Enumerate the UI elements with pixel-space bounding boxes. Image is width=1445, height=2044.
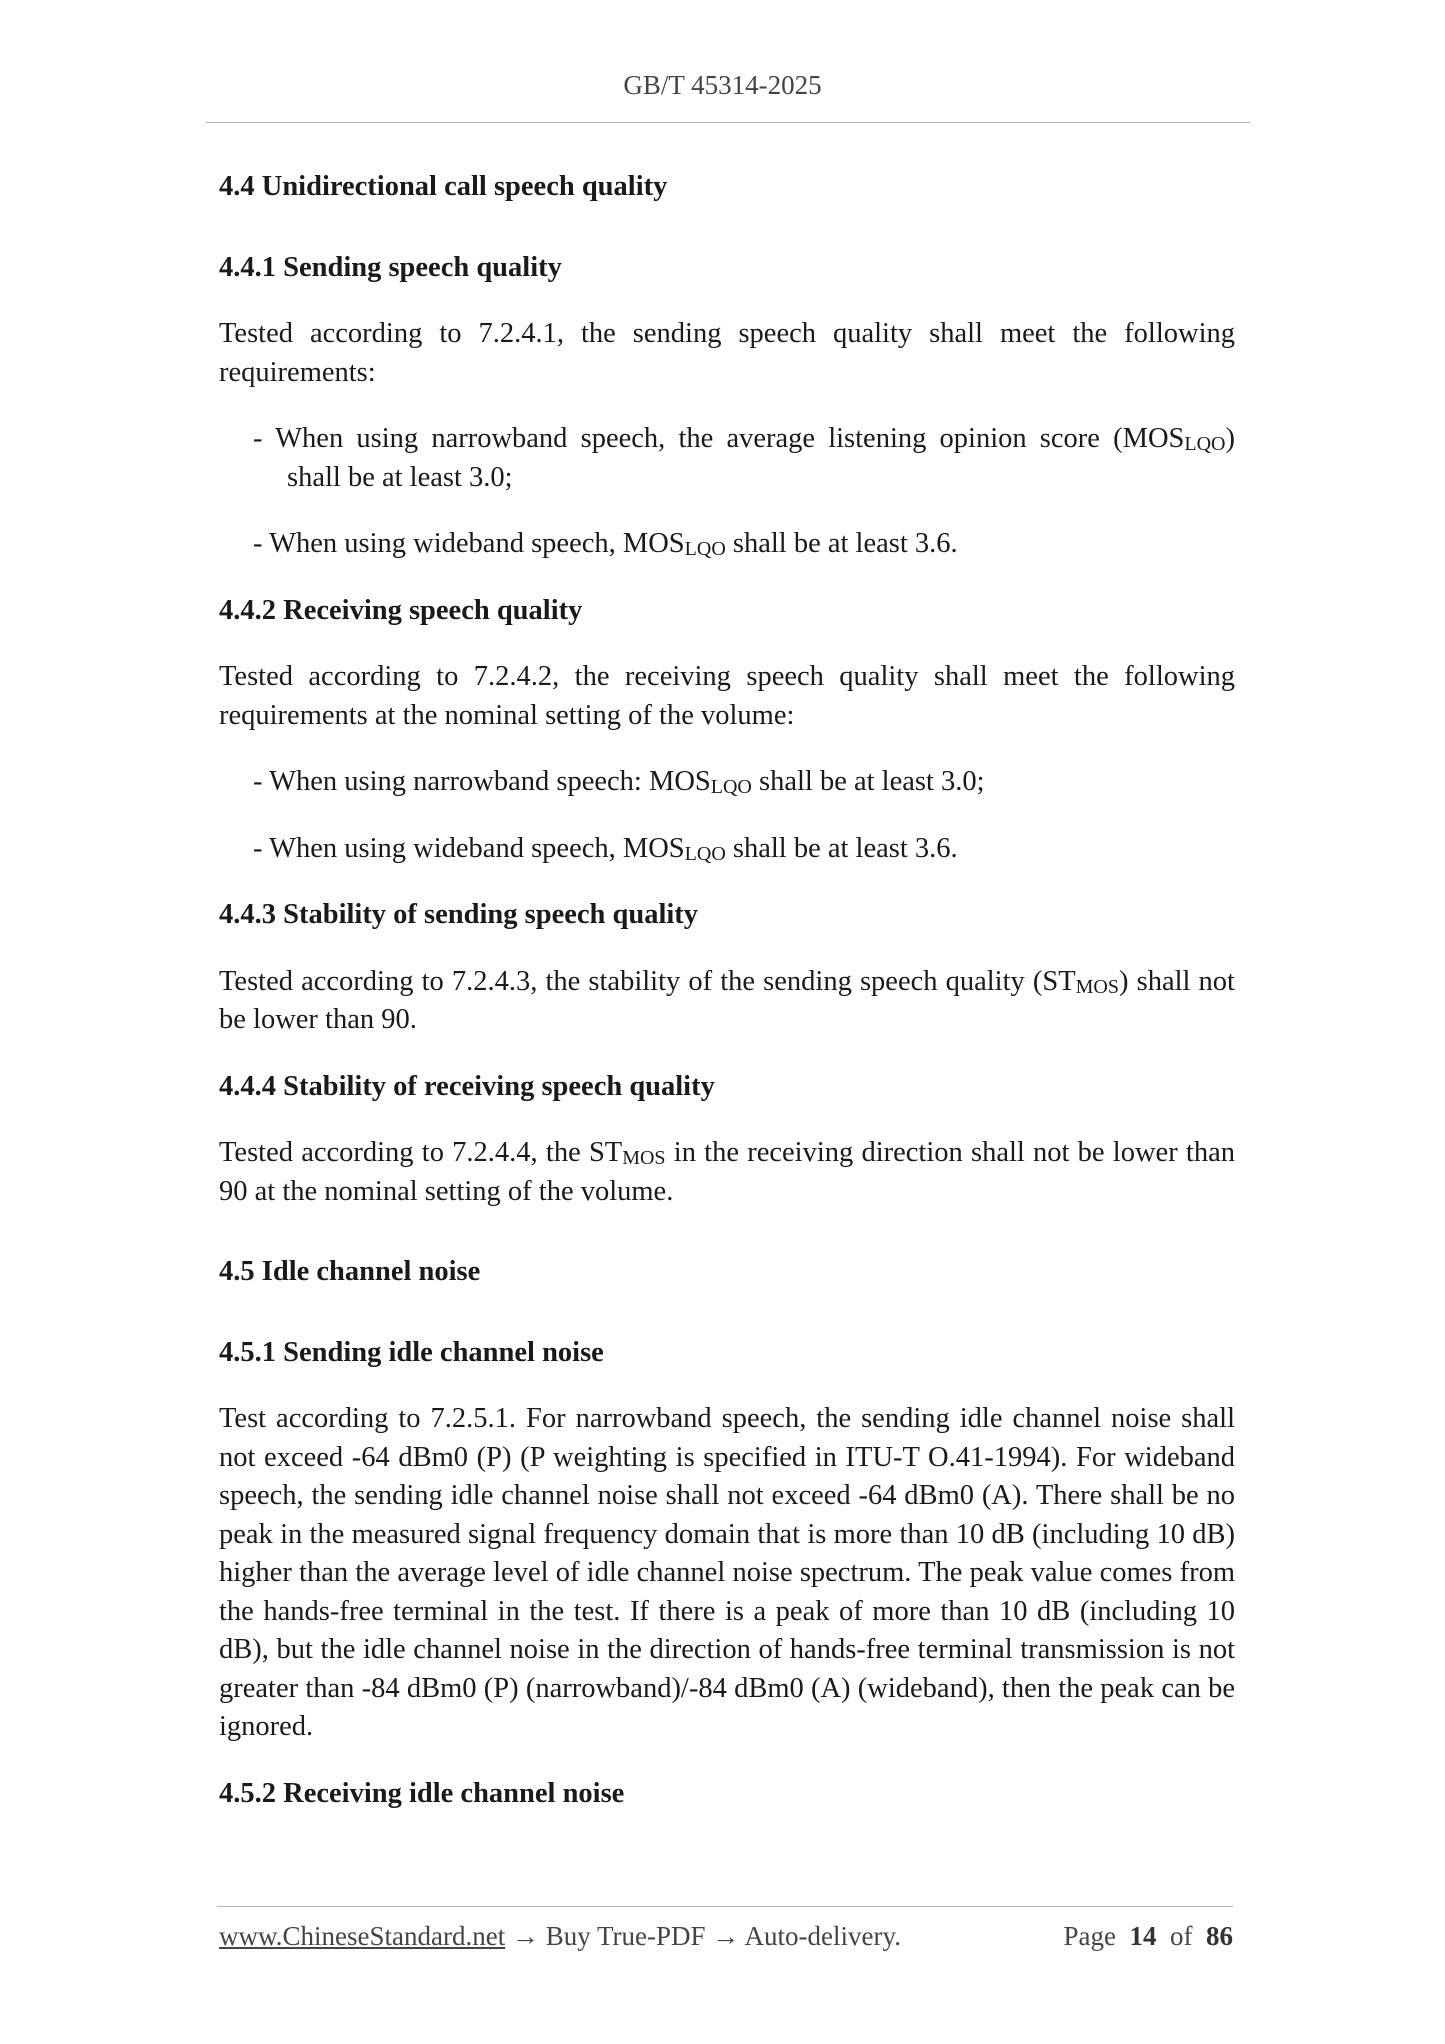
document-header xyxy=(0,70,1445,101)
section-4-4-3-heading: 4.4.3 Stability of sending speech quality xyxy=(219,899,699,930)
auto-delivery-text: Auto-delivery. xyxy=(744,1921,901,1951)
section-4-4-1-intro: Tested according to 7.2.4.1, the sending speech quality shall meet the following requirements: xyxy=(219,318,1235,388)
arrow-right-icon: → xyxy=(705,1921,745,1951)
footer-divider xyxy=(217,1906,1233,1907)
arrow-right-icon: → xyxy=(505,1921,546,1951)
page-of-label: of xyxy=(1170,1921,1193,1951)
document-id: GB/T 45314-2025 xyxy=(623,70,822,100)
section-4-5-1-heading: 4.5.1 Sending idle channel noise xyxy=(219,1336,604,1368)
header-divider xyxy=(206,122,1250,123)
section-4-4-1-heading: 4.4.1 Sending speech quality xyxy=(219,251,562,283)
section-4-4-2-heading: 4.4.2 Receiving speech quality xyxy=(219,594,583,626)
section-4-5-heading: 4.5 Idle channel noise xyxy=(219,1256,481,1287)
section-4-4-2-item-narrowband: - When using narrowband speech: $MOS_{LQO}$ shall be at least 3.0; xyxy=(253,766,985,798)
page-current: 14 xyxy=(1129,1921,1157,1951)
section-4-4-1-item-wideband: - When using wideband speech, $MOS_{LQO}$ shall be at least 3.6. xyxy=(253,528,958,560)
document-body xyxy=(219,168,1235,1813)
buy-true-pdf-text: Buy True-PDF xyxy=(545,1921,706,1951)
section-4-5-2-heading: 4.5.2 Receiving idle channel noise xyxy=(219,1777,625,1809)
page-total: 86 xyxy=(1206,1921,1233,1951)
section-4-4-3-body: Tested according to 7.2.4.3, the stability of the sending speech quality $(ST_{MOS})$ shall not be lower than 90. xyxy=(219,965,1235,1035)
section-4-4-2-intro: Tested according to 7.2.4.2, the receiving speech quality shall meet the following requirements at the nominal setting of the volume: xyxy=(219,661,1235,731)
section-4-4-1-item-narrowband: - When using narrowband speech, the average listening opinion score $(MOS_{LQO})$ shall be at least 3.0; xyxy=(253,423,1235,493)
footer-promo xyxy=(219,1921,901,1952)
page-label: Page xyxy=(1063,1921,1116,1951)
page-number xyxy=(1064,1921,1233,1952)
section-4-4-4-heading: 4.4.4 Stability of receiving speech quality xyxy=(219,1070,715,1102)
section-4-4-4-body: Tested according to 7.2.4.4, the $ST_{MOS}$ in the receiving direction shall not be lower than 90 at the nominal setting of the volume. xyxy=(219,1137,1235,1207)
section-4-4-heading: 4.4 Unidirectional call speech quality xyxy=(219,171,668,202)
section-4-4-2-item-wideband: - When using wideband speech, $MOS_{LQO}$ shall be at least 3.6. xyxy=(253,832,958,865)
site-link[interactable]: www.ChineseStandard.net xyxy=(219,1921,506,1951)
section-4-5-1-body: Test according to 7.2.5.1. For narrowband speech, the sending idle channel noise shall not exceed -64 dBm0 (P) (P weighting is specified in ITU-T O.41-1994). For wideband speech, the sending idle channel noise shall not exceed -64 dBm0 (A). There shall be no peak in the measured signal frequency domain that is more than 10 dB (including 10 dB) higher than the average level of idle channel noise spectrum. The peak value comes from the hands-free terminal in the test. If there is a peak of more than 10 dB (including 10 dB), but the idle channel noise in the direction of hands-free terminal transmission is not greater than -84 dBm0 (P) (narrowband)/-84 dBm0 (A) (wideband), then the peak can be ignored. xyxy=(219,1403,1235,1742)
